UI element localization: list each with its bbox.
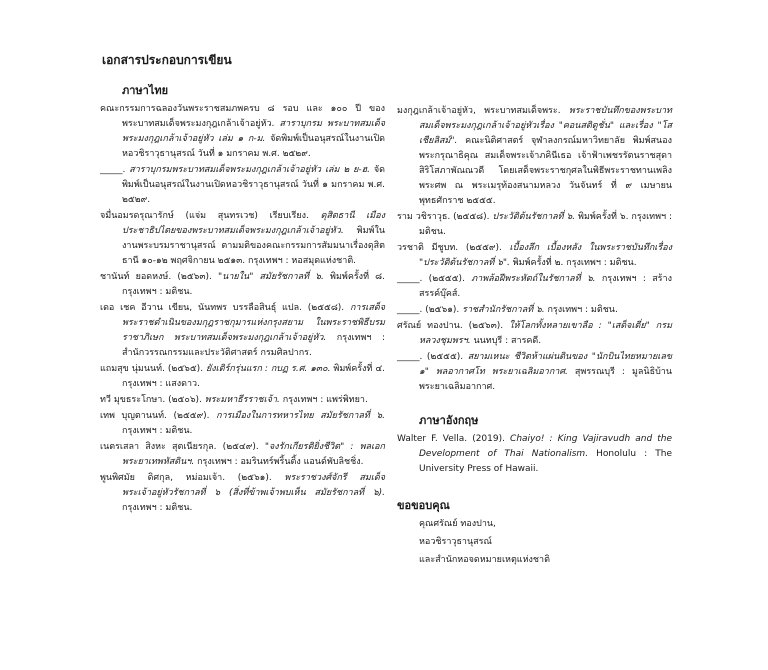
bibliography-entry: _____. (๒๕๕๕). ภาพล้อฝีพระหัตถ์ในรัชกาลที่ ๖. กรุงเทพฯ : สร้างสรรค์บุ๊คส์. <box>397 274 672 299</box>
right-column <box>397 104 672 571</box>
bibliography-entry: _____. สาราบุกรมพระบาทสมเด็จพระมงกุฎเกล้าเจ้าอยู่หัว เล่ม ๒ ย-ฮ. จัดพิมพ์เป็นอนุสรณ์ในงานเปิดหอวชิราวุธานุสรณ์ วันที่ ๑ มกราคม พ.ศ. ๒๕๒๙. <box>100 165 385 205</box>
bibliography-entry: ศรัณย์ ทองปาน. (๒๕๖๓). ให้โลกทั้งหลายเขาลือ : "เสด็จเตี่ย" กรมหลวงชุมพรฯ. นนทบุรี : สารคดี. <box>397 321 673 346</box>
bibliography-entry: Walter F. Vella. (2019). Chaiyo! : King Vajiravudh and the Development of Thai Nationalism. Honolulu : The University Press of Hawaii. <box>397 434 672 474</box>
bibliography-entry: คณะกรรมการฉลองวันพระราชสมภพครบ ๘ รอบ และ ๑๐๐ ปี ของพระบาทสมเด็จพระมงกุฎเกล้าเจ้าอยู่หัว. สาราบุกรม พระบาทสมเด็จพระมงกุฎเกล้าเจ้าอยู่หัว เล่ม ๑ ก-ม. จัดพิมพ์เป็นอนุสรณ์ในงานเปิดหอวชิราวุธานุสรณ์ วันที่ ๑ มกราคม พ.ศ. ๒๕๒๙. <box>100 104 385 159</box>
thai-section-title: ภาษาไทย <box>122 84 169 97</box>
acknowledgement-lines <box>397 517 672 568</box>
acknowledgement-line: หอวชิราวุธานุสรณ์ <box>419 537 492 547</box>
bibliography-entry: แถมสุข นุ่มนนท์. (๒๕๖๕). ยังเติร์กรุ่นแรก : กบฏ ร.ศ. ๑๓๐. พิมพ์ครั้งที่ ๔. กรุงเทพฯ : แสงดาว. <box>100 364 385 389</box>
bibliography-entry: เนตรเสลา สิงหะ สุตเนียรกุล. (๒๕๔๙). "จงรักเกียรติยิ่งชีวิต" : พลเอก พระยาเทพหัสดินฯ. กรุงเทพฯ : อมรินทร์พริ้นติ้ง แอนด์พับลิชชิ่ง. <box>100 442 385 467</box>
english-entries <box>397 432 672 477</box>
bibliography-entry: เดอ เชค อีวาน เขียน, นันทพร บรรลือสินธุ์ แปล. (๒๕๕๘). การเสด็จพระราชดำเนินของมกุฎราชกุมารแห่งกรุงสยาม ในพระราชพิธีบรมราชาภิเษก พระบาทสมเด็จพระมงกุฎเกล้าเจ้าอยู่หัว. กรุงเทพฯ : สำนักวรรณกรรมและประวัติศาสตร์ กรมศิลปากร. <box>100 303 385 358</box>
acknowledgement-line: และสำนักหอจดหมายเหตุแห่งชาติ <box>419 555 550 565</box>
page-heading: เอกสารประกอบการเขียน <box>102 53 232 67</box>
thai-right-entries <box>397 104 672 395</box>
acknowledgement-line: คุณศรัณย์ ทองปาน, <box>419 519 496 529</box>
thai-left-entries <box>100 102 385 516</box>
bibliography-entry: _____. (๒๕๖๑). ราชสำนักรัชกาลที่ ๖. กรุงเทพฯ : มติชน. <box>397 305 618 315</box>
acknowledgement-title: ขอขอบคุณ <box>397 499 450 512</box>
bibliography-entry: เทพ บุญตานนท์. (๒๕๕๙). การเมืองในการทหารไทย สมัยรัชกาลที่ ๖. กรุงเทพฯ : มติชน. <box>100 411 386 436</box>
bibliography-entry: ชานันท์ ยอดหงษ์. (๒๕๖๓). "นายใน" สมัยรัชกาลที่ ๖. พิมพ์ครั้งที่ ๘. กรุงเทพฯ : มติชน. <box>100 272 385 297</box>
bibliography-entry: พูนพิศมัย ดิศกุล, หม่อมเจ้า. (๒๕๖๑). พระราชวงศ์จักรี สมเด็จพระเจ้าอยู่หัวรัชกาลที่ ๖ (สิ่งที่ข้าพเจ้าพบเห็น สมัยรัชกาลที่ ๖). กรุงเทพฯ : มติชน. <box>100 473 385 513</box>
bibliography-entry: ราม วชิราวุธ. (๒๕๕๘). ประวัติต้นรัชกาลที่ ๖. พิมพ์ครั้งที่ ๖. กรุงเทพฯ : มติชน. <box>397 212 673 237</box>
english-section-title: ภาษาอังกฤษ <box>419 414 479 427</box>
bibliography-entry: ทวี มุขธระโกษา. (๒๕๐๖). พระมหาธีรราชเจ้า. กรุงเทพฯ : แพร่พิทยา. <box>100 395 368 405</box>
bibliography-entry: _____. (๒๕๕๕). สยามเหนะ ชีวิตห้าแผ่นดินของ "นักบินไทยหมายเลข ๑" พลอากาศโท พระยาเฉลิมอากาศ. สุพรรณบุรี : มูลนิธิบ้านพระยาเฉลิมอากาศ. <box>397 352 672 392</box>
left-column <box>100 84 385 517</box>
bibliography-entry: มงกุฎเกล้าเจ้าอยู่หัว, พระบาทสมเด็จพระ. พระราชบันทึกของพระบาทสมเด็จพระมงกุฎเกล้าเจ้าอยู่หัวเรื่อง "คอนสติตูชั่น" และเรื่อง "โสเชียลิสม์". คณะนิติศาสตร์ จุฬาลงกรณ์มหาวิทยาลัย พิมพ์สนองพระกรุณาธิคุณ สมเด็จพระเจ้าภคินีเธอ เจ้าฟ้าเพชรรัตนราชสุดา สิริโสภาพัณณวดี โดยเสด็จพระราชกุศลในพิธีพระราชทานเพลิงพระศพ ณ พระเมรุท้องสนามหลวง วันจันทร์ ที่ ๙ เมษายน พุทธศักราช ๒๕๕๕. <box>397 106 672 206</box>
bibliography-entry: จมื่นอมรดรุณารักษ์ (แจ่ม สุนทรเวช) เรียบเรียง. ดุสิตธานี เมืองประชาธิปไตยของพระบาทสมเด็จพระมงกุฎเกล้าเจ้าอยู่หัว. พิมพ์ในงานพระบรมราชานุสรณ์ ตามมติของคณะกรรมการสัมมนาเรื่องดุสิตธานี ๑๐-๑๒ พฤศจิกายน ๒๕๑๓. กรุงเทพฯ : หอสมุดแห่งชาติ. <box>100 211 385 266</box>
bibliography-entry: วรชาติ มีชูบท. (๒๕๕๙). เบื้องลึก เบื้องหลัง ในพระราชบันทึกเรื่อง "ประวัติต้นรัชกาลที่ ๖". พิมพ์ครั้งที่ ๒. กรุงเทพฯ : มติชน. <box>397 243 672 268</box>
acknowledgement <box>397 499 672 568</box>
